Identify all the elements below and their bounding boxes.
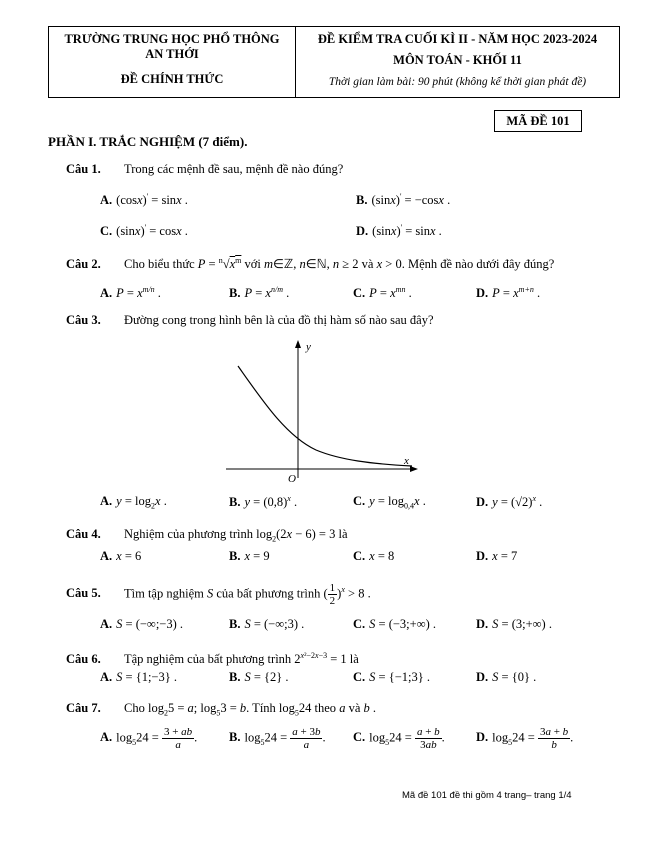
function-graph bbox=[222, 338, 422, 488]
school-name-line1: TRƯỜNG TRUNG HỌC PHỔ THÔNG bbox=[64, 32, 280, 46]
q1-option-a[interactable]: A. (cosx)' = sinx . bbox=[100, 192, 188, 208]
subject-title: MÔN TOÁN - KHỐI 11 bbox=[393, 53, 522, 67]
q3-option-d[interactable]: D. $y = (√2)^x$ . bbox=[476, 494, 543, 510]
exam-title: ĐỀ KIỂM TRA CUỐI KÌ II - NĂM HỌC 2023-2024 bbox=[317, 32, 598, 46]
exponential-curve bbox=[238, 366, 412, 466]
q7-option-b[interactable]: B. $\log_524$ = $\frac{a + 3b}{a}$ . bbox=[229, 726, 326, 751]
question-5: Câu 5. Tìm tập nghiệm S của bất phương trình ( $\frac{1}{2}$ )$^x$ > 8 . bbox=[66, 582, 371, 607]
q2-option-d[interactable]: D. $P = x^{m+n}$ . bbox=[476, 285, 541, 301]
q5-option-c[interactable]: C. S = (−3;+∞) . bbox=[353, 617, 437, 631]
question-4: Câu 4. Nghiệm của phương trình $\log_2(2x - 6) = 3$ là bbox=[66, 527, 348, 544]
q1-option-c[interactable]: C. (sinx)' = cosx . bbox=[100, 223, 188, 239]
question-label: Câu 3. bbox=[66, 313, 101, 327]
q6-option-b[interactable]: B. S = {2} . bbox=[229, 670, 289, 684]
q2-option-a[interactable]: A. $P = x^{m/n}$ . bbox=[100, 285, 161, 301]
question-7: Câu 7. Cho $\log_25 = a$; $\log_53 = b$. Tính $\log_524$ theo a và b . bbox=[66, 701, 376, 718]
x-axis-label: x bbox=[404, 455, 409, 467]
question-3: Câu 3. Đường cong trong hình bên là của đồ thị hàm số nào sau đây? bbox=[66, 313, 434, 327]
q6-option-c[interactable]: C. S = {−1;3} . bbox=[353, 670, 430, 684]
q7-option-a[interactable]: A. $\log_524$ = $\frac{3 + ab}{a}$ . bbox=[100, 726, 198, 751]
q3-option-b[interactable]: B. $y = (0,8)^x$ . bbox=[229, 494, 298, 510]
question-label: Câu 2. bbox=[66, 257, 101, 272]
exam-header bbox=[48, 26, 620, 98]
q4-option-a[interactable]: A. x = 6 bbox=[100, 549, 142, 563]
exam-code-box: MÃ ĐỀ 101 bbox=[494, 110, 582, 132]
question-label: Câu 4. bbox=[66, 527, 101, 541]
q6-option-d[interactable]: D. S = {0} . bbox=[476, 670, 537, 684]
q7-option-c[interactable]: C. $\log_524$ = $\frac{a + b}{3ab}$ . bbox=[353, 726, 445, 751]
question-label: Câu 5. bbox=[66, 586, 101, 601]
q4-option-d[interactable]: D. x = 7 bbox=[476, 549, 518, 563]
question-label: Câu 7. bbox=[66, 701, 101, 715]
school-name-line2: AN THỚI bbox=[145, 47, 199, 61]
question-text: Trong các mệnh đề sau, mệnh đề nào đúng? bbox=[124, 162, 344, 176]
q7-option-d[interactable]: D. $\log_524$ = $\frac{3a + b}{b}$ . bbox=[476, 726, 574, 751]
q5-option-a[interactable]: A. S = (−∞;−3) . bbox=[100, 617, 184, 631]
q4-option-c[interactable]: C. x = 8 bbox=[353, 549, 395, 563]
question-label: Câu 6. bbox=[66, 652, 101, 667]
y-axis-arrow bbox=[295, 340, 301, 348]
page-footer: Mã đề 101 đề thi gồm 4 trang– trang 1/4 bbox=[402, 790, 572, 801]
q5-option-d[interactable]: D. S = (3;+∞) . bbox=[476, 617, 552, 631]
origin-label: O bbox=[288, 473, 296, 485]
question-1 bbox=[66, 162, 343, 177]
q1-option-d[interactable]: D. (sinx)' = sinx . bbox=[356, 223, 442, 239]
question-2: Câu 2. Cho biểu thức $P = ^n√x^m$ với m∈ℤ, n∈ℕ, n ≥ 2 và x > 0. Mệnh đề nào dưới đây đúng? bbox=[66, 256, 555, 272]
q2-option-c[interactable]: C. $P = x^{mn}$ . bbox=[353, 285, 412, 301]
q4-option-b[interactable]: B. x = 9 bbox=[229, 549, 270, 563]
q6-option-a[interactable]: A. S = {1;−3} . bbox=[100, 670, 177, 684]
part-title: PHẦN I. TRẮC NGHIỆM (7 điểm). bbox=[48, 134, 248, 149]
y-axis-label: y bbox=[306, 341, 311, 353]
x-axis-arrow bbox=[410, 466, 418, 472]
q3-option-a[interactable]: A. $y = \log_2x$ . bbox=[100, 494, 167, 511]
official-label: ĐỀ CHÍNH THỨC bbox=[120, 72, 224, 86]
question-6: Câu 6. Tập nghiệm của bất phương trình $2^{x^2-2x-3} = 1$ là bbox=[66, 651, 359, 667]
question-label: Câu 1. bbox=[66, 162, 101, 176]
q3-option-c[interactable]: C. $y = \log_{0,4}x$ . bbox=[353, 494, 426, 511]
q5-option-b[interactable]: B. S = (−∞;3) . bbox=[229, 617, 305, 631]
q1-option-b[interactable]: B. (sinx)' = −cosx . bbox=[356, 192, 451, 208]
exam-duration: Thời gian làm bài: 90 phút (không kể thời gian phát đề) bbox=[328, 76, 587, 88]
q2-option-b[interactable]: B. $P = x^{n/m}$ . bbox=[229, 285, 290, 301]
